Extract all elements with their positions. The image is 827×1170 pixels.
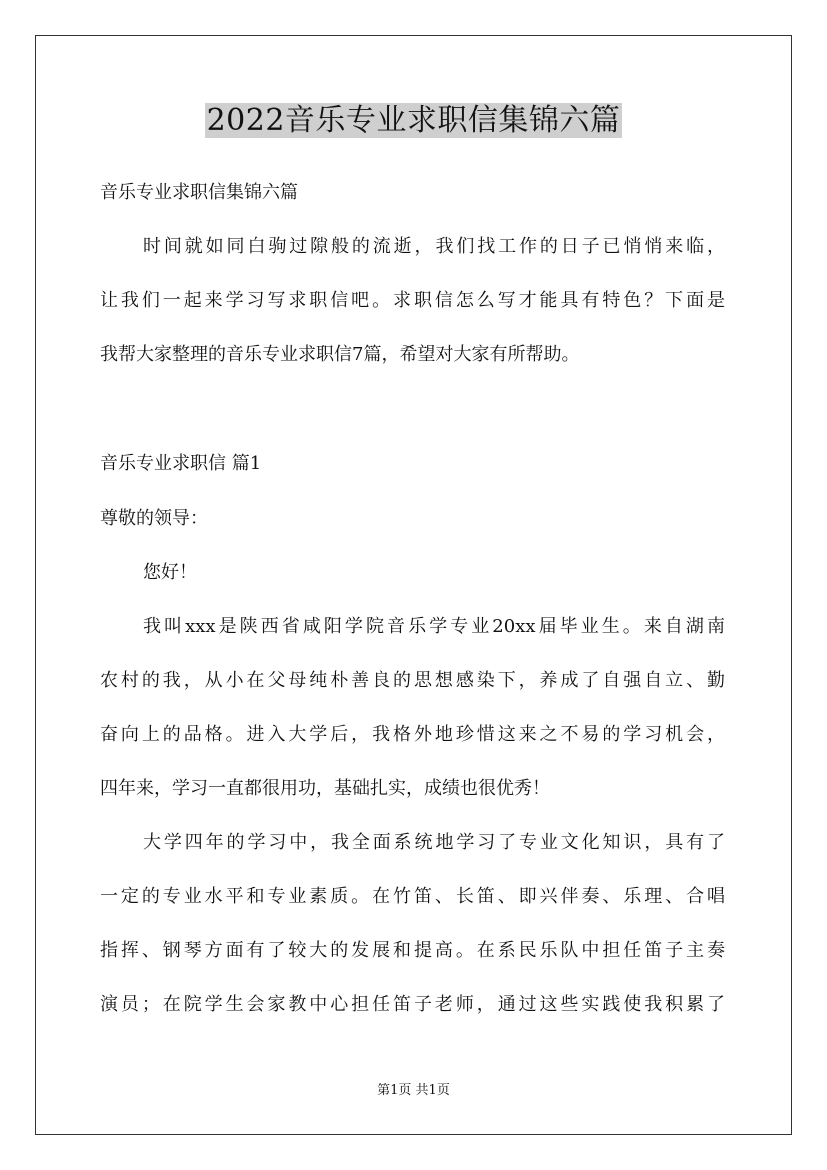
document-title-block [0, 100, 827, 142]
paragraph-line: 一定的专业水平和专业素质。在竹笛、长笛、即兴伴奏、乐理、合唱 [100, 886, 725, 907]
salutation: 尊敬的领导： [100, 508, 208, 529]
page-footer: 第1页 共1页 [377, 1083, 450, 1098]
paragraph-line: 四年来，学习一直都很用功，基础扎实，成绩也很优秀！ [100, 778, 550, 799]
section-heading: 音乐专业求职信 篇1 [100, 453, 262, 474]
paragraph-line: 我叫xxx是陕西省咸阳学院音乐学专业20xx届毕业生。来自湖南 [143, 616, 725, 637]
document-subtitle: 音乐专业求职信集锦六篇 [100, 182, 298, 203]
paragraph-line: 大学四年的学习中，我全面系统地学习了专业文化知识，具有了 [143, 832, 725, 853]
intro-line: 我帮大家整理的音乐专业求职信7篇，希望对大家有所帮助。 [100, 344, 580, 365]
paragraph-line: 演员；在院学生会家教中心担任笛子老师，通过这些实践使我积累了 [100, 994, 725, 1015]
intro-line: 时间就如同白驹过隙般的流逝，我们找工作的日子已悄悄来临， [143, 236, 725, 257]
paragraph-line: 指挥、钢琴方面有了较大的发展和提高。在系民乐队中担任笛子主奏 [100, 940, 725, 961]
document-title: 2022音乐专业求职信集锦六篇 [206, 103, 621, 138]
paragraph-line: 奋向上的品格。进入大学后，我格外地珍惜这来之不易的学习机会， [100, 724, 725, 745]
paragraph-line: 农村的我，从小在父母纯朴善良的思想感染下，养成了自强自立、勤 [100, 670, 725, 691]
intro-line: 让我们一起来学习写求职信吧。求职信怎么写才能具有特色？下面是 [100, 290, 725, 311]
greeting: 您好！ [143, 562, 197, 583]
